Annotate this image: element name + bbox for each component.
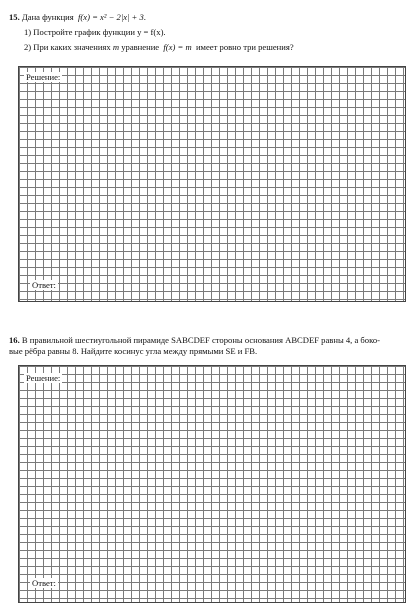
task15-question-1: 1) Постройте график функции y = f(x). — [24, 27, 166, 37]
task16-number: 16. — [9, 335, 20, 345]
task16-solution-grid[interactable] — [18, 365, 406, 603]
task15-q2-var: m — [112, 42, 120, 52]
task15-q2-mid: уравнение — [121, 42, 160, 52]
task15-solution-grid[interactable] — [18, 66, 406, 302]
task16-statement-line1 — [9, 335, 380, 346]
task15-q2-formula: f(x) = m — [163, 42, 192, 52]
task15-solution-label: Решение: — [26, 72, 61, 82]
task16-statement-line2: вые рёбра равны 8. Найдите косинус угла между прямыми SE и FB. — [9, 346, 258, 356]
task15-formula: f(x) = x² − 2|x| + 3 — [78, 12, 144, 22]
task15-number: 15. — [9, 12, 20, 22]
task16-answer-label: Ответ: — [32, 578, 56, 588]
task16-solution-label: Решение: — [26, 373, 61, 383]
task16-line1: В правильной шестиугольной пирамиде SABCDEF стороны основания ABCDEF равны 4, а боко- — [21, 335, 380, 345]
task15-q2-post: имеет ровно три решения? — [195, 42, 294, 52]
task15-intro: Дана функция — [21, 12, 74, 22]
task15-statement: 15. Дана функция f(x) = x² − 2|x| + 3. — [9, 12, 146, 22]
task15-question-2 — [24, 42, 294, 53]
task15-answer-label: Ответ: — [32, 280, 56, 290]
task15-q2-pre: 2) При каких значениях — [24, 42, 111, 52]
